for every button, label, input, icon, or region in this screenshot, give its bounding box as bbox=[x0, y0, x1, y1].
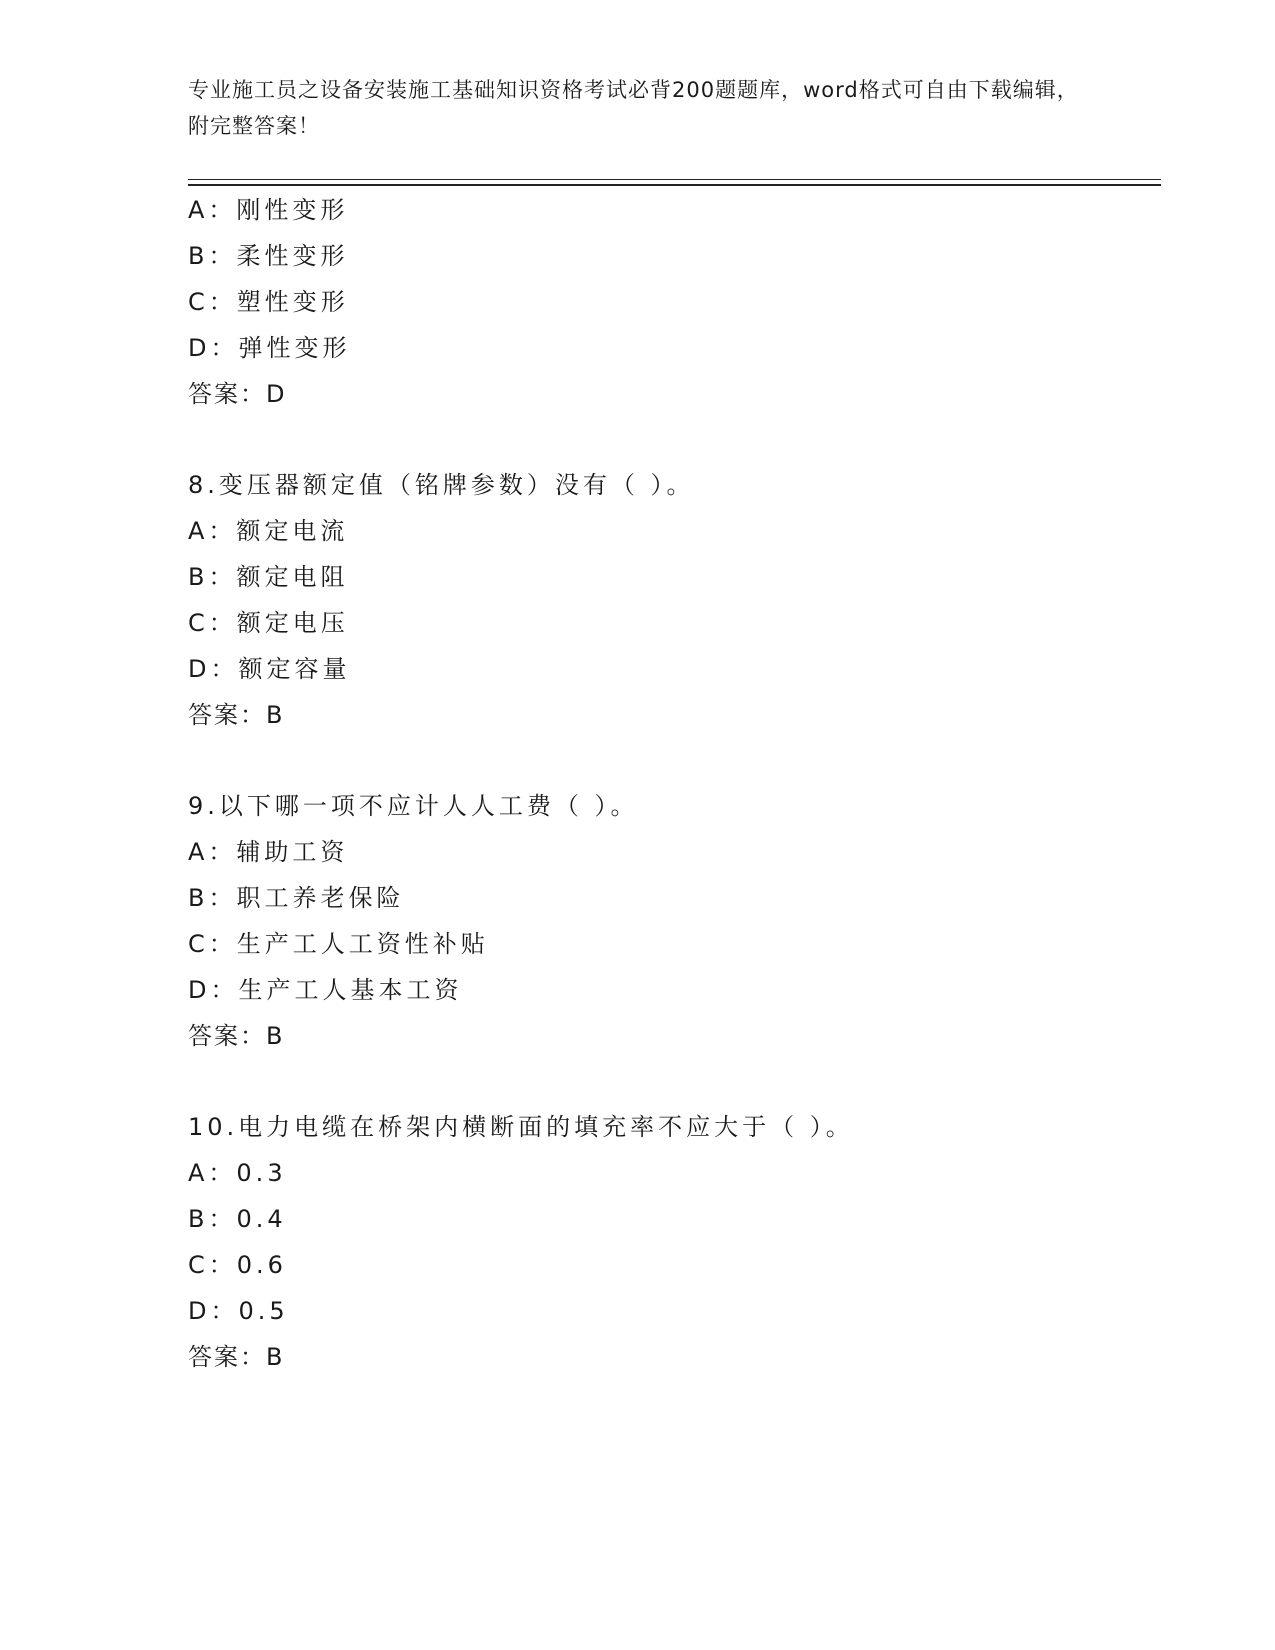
answer: 答案：B bbox=[188, 701, 285, 729]
answer: 答案：B bbox=[188, 1022, 285, 1050]
spacer bbox=[188, 1059, 1168, 1104]
question-10 bbox=[188, 1104, 1168, 1380]
option-d: D：0.5 bbox=[188, 1297, 289, 1325]
option-a: A：刚性变形 bbox=[188, 196, 349, 224]
option-c: C：额定电压 bbox=[188, 609, 349, 637]
question-stem: 9.以下哪一项不应计人人工费（ ）。 bbox=[188, 792, 639, 820]
spacer bbox=[188, 417, 1168, 462]
option-c: C：生产工人工资性补贴 bbox=[188, 930, 489, 958]
option-b: B：柔性变形 bbox=[188, 242, 349, 270]
question-8 bbox=[188, 462, 1168, 738]
spacer bbox=[188, 738, 1168, 783]
option-b: B：职工养老保险 bbox=[188, 884, 405, 912]
option-a: A：额定电流 bbox=[188, 517, 349, 545]
answer: 答案：B bbox=[188, 1343, 285, 1371]
option-a: A：辅助工资 bbox=[188, 838, 349, 866]
document-title: 专业施工员之设备安装施工基础知识资格考试必背200题题库，word格式可自由下载编辑，附完整答案！ bbox=[188, 78, 1079, 138]
question-list bbox=[188, 187, 1168, 1380]
option-b: B：额定电阻 bbox=[188, 563, 349, 591]
option-c: C：0.6 bbox=[188, 1251, 287, 1279]
option-d: D：生产工人基本工资 bbox=[188, 976, 463, 1004]
option-d: D：额定容量 bbox=[188, 655, 351, 683]
question-partial bbox=[188, 187, 1168, 417]
option-a: A：0.3 bbox=[188, 1159, 287, 1187]
option-b: B：0.4 bbox=[188, 1205, 287, 1233]
question-stem: 8.变压器额定值（铭牌参数）没有（ ）。 bbox=[188, 471, 695, 499]
header-divider-bottom bbox=[188, 184, 1161, 186]
option-c: C：塑性变形 bbox=[188, 288, 349, 316]
question-stem: 10.电力电缆在桥架内横断面的填充率不应大于（ ）。 bbox=[188, 1113, 854, 1141]
answer: 答案：D bbox=[188, 380, 287, 408]
option-d: D：弹性变形 bbox=[188, 334, 351, 362]
question-9 bbox=[188, 783, 1168, 1059]
header-divider-top bbox=[188, 179, 1161, 180]
